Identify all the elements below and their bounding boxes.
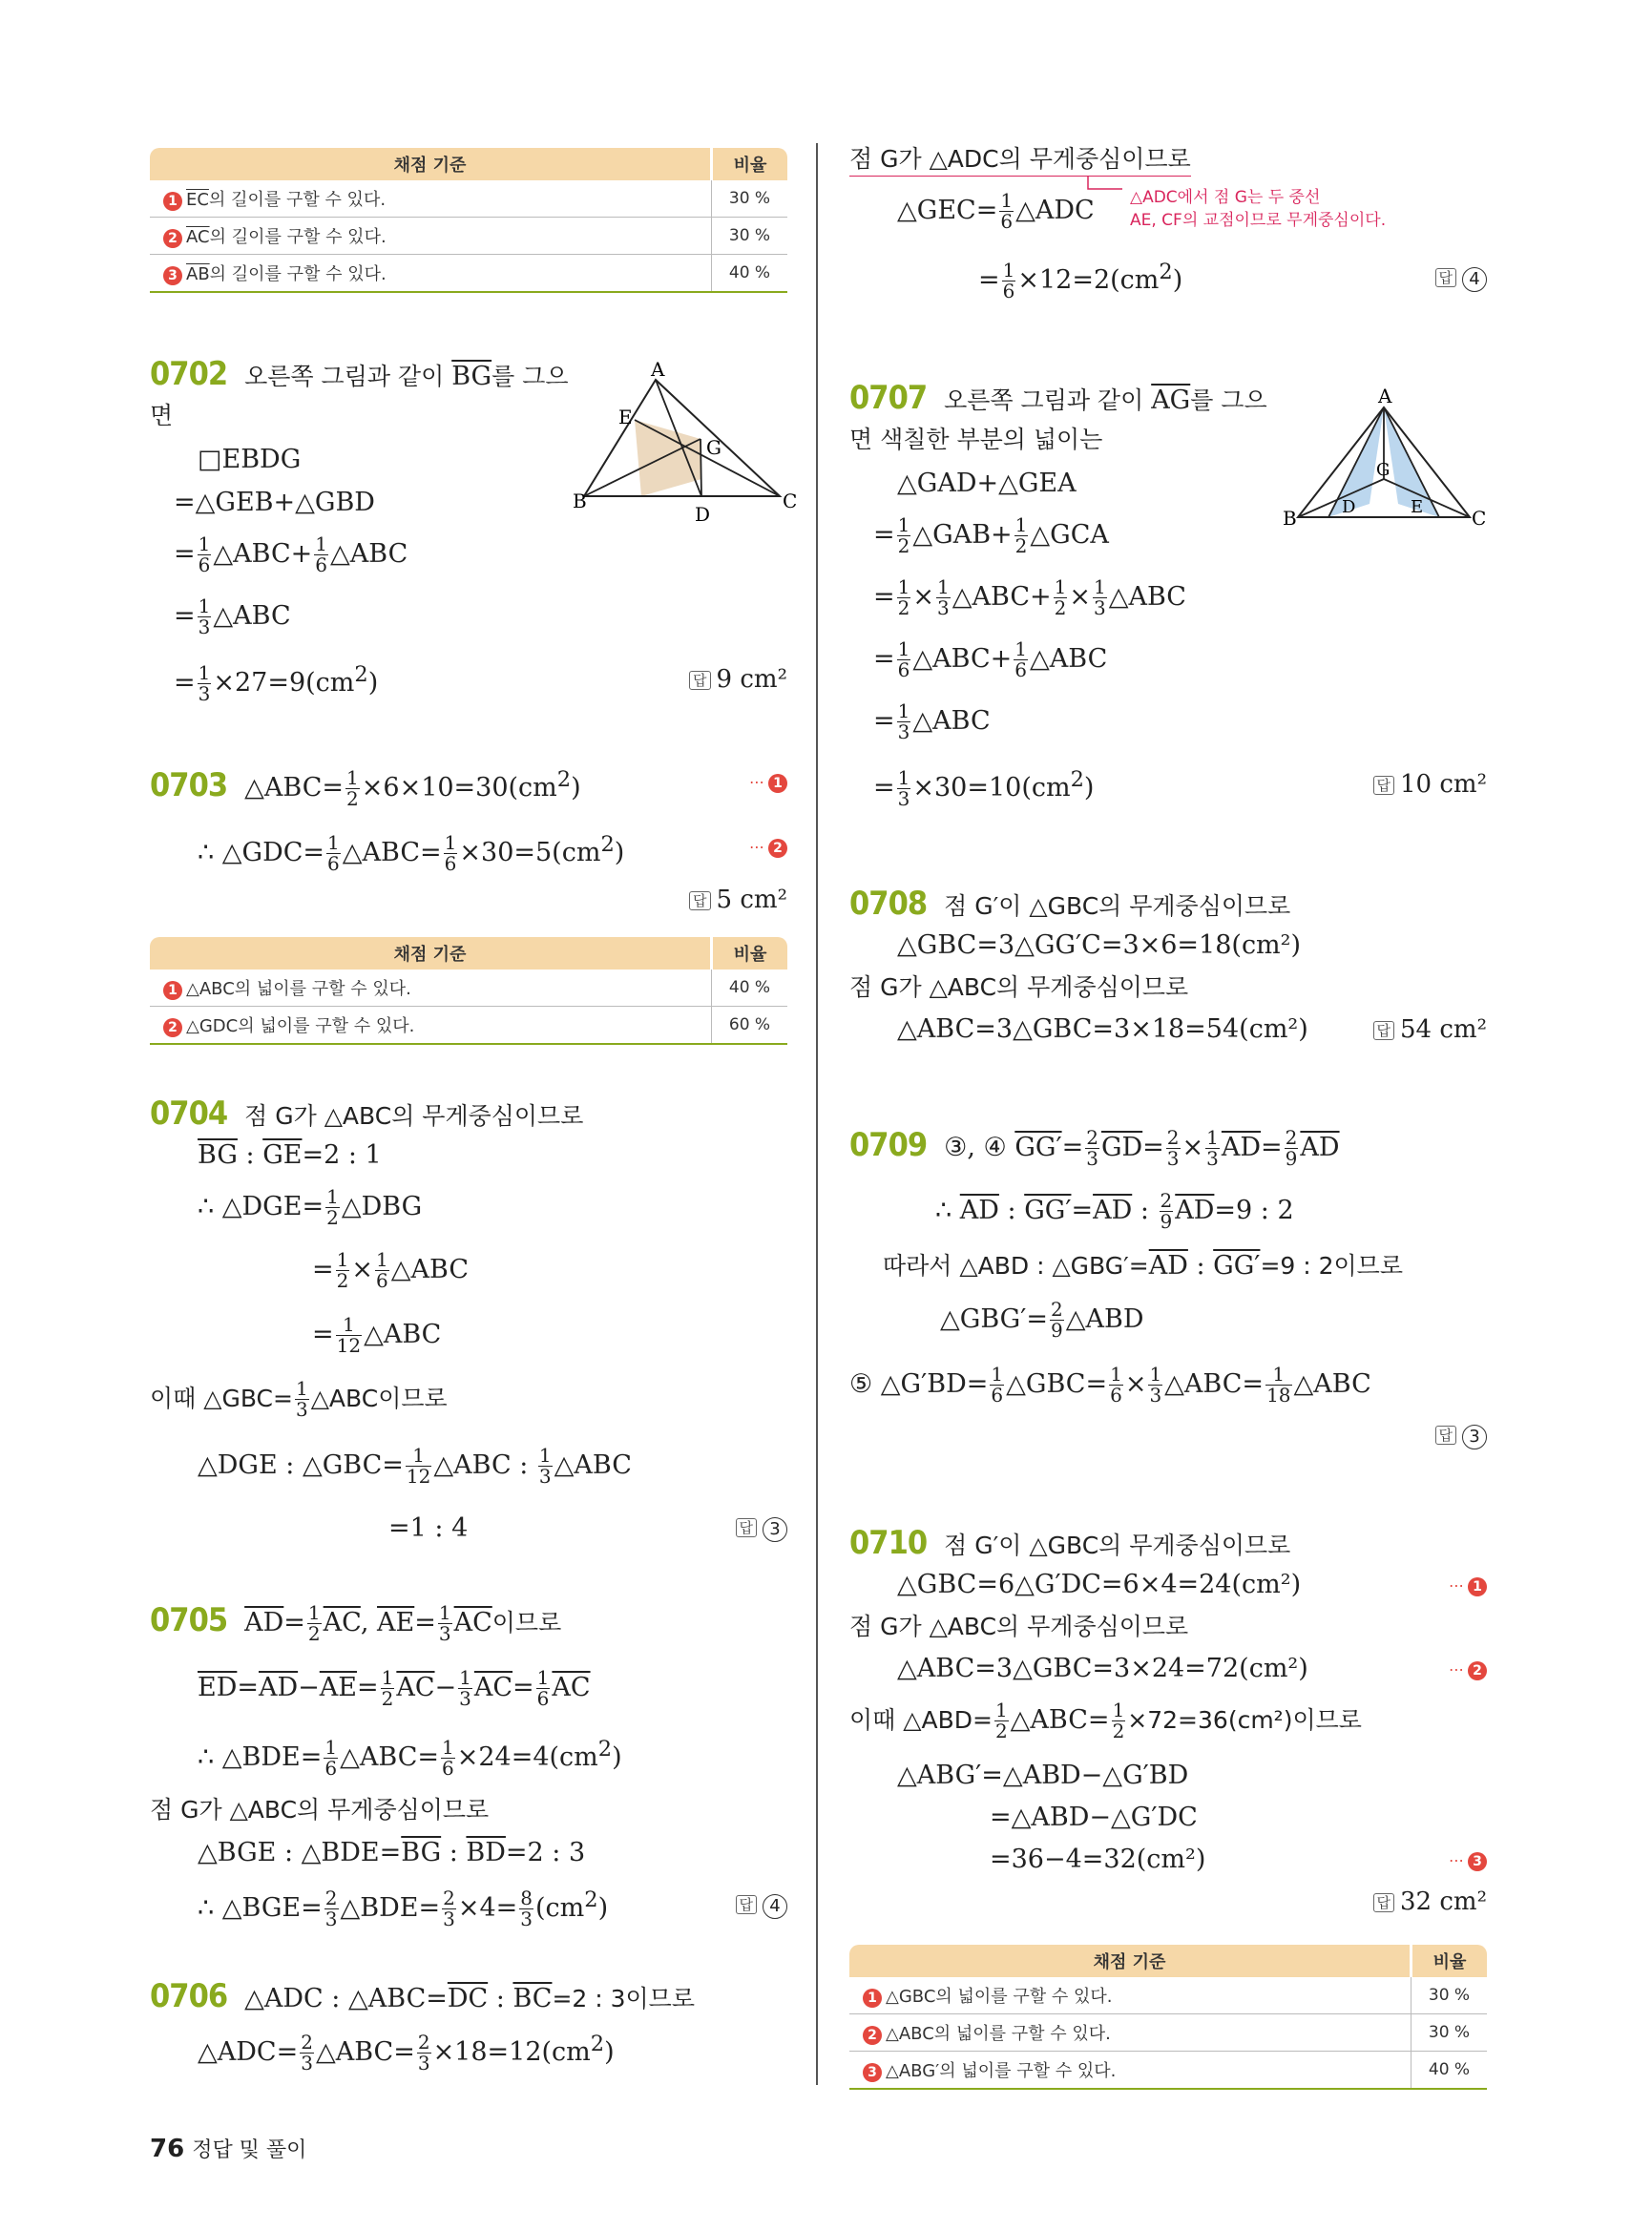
score-table-3: 채점 기준 비율 1 △GBC의 넓이를 구할 수 있다. 30 % 2 △ABC의 넓이를 구할 수 있다. 30 % 3 △ABG′의 넓이를 구할 수 있다. 40 % [849, 1945, 1487, 2090]
answer-0708: 답 54 cm² [1373, 1015, 1488, 1044]
page-number: 76 [150, 2135, 185, 2163]
svg-text:C: C [1472, 507, 1487, 530]
svg-text:E: E [1411, 497, 1424, 517]
svg-text:E: E [618, 406, 633, 428]
svg-text:A: A [1378, 385, 1392, 407]
svg-text:B: B [573, 490, 587, 512]
answer-0707: 답 10 cm² [1373, 770, 1488, 799]
answer-0705: 답 4 [736, 1889, 788, 1919]
answer-0702: 답 9 cm² [689, 665, 787, 694]
svg-text:G: G [706, 436, 721, 459]
page-footer [150, 2134, 306, 2163]
table-row: 1 $\overline{EC}$의 길이를 구할 수 있다. 30 % [150, 180, 787, 218]
triangle-figure-0707 [1283, 384, 1489, 536]
answer-0704: 답 3 [736, 1512, 788, 1542]
svg-text:D: D [695, 503, 711, 526]
answer-0709: 답 3 [1435, 1420, 1488, 1449]
table-row: 2 △ABC의 넓이를 구할 수 있다. 30 % [849, 2014, 1487, 2052]
table-row: 1 △ABC의 넓이를 구할 수 있다. 40 % [150, 970, 787, 1007]
table-row: 2 $\overline{AC}$의 길이를 구할 수 있다. 30 % [150, 218, 787, 255]
answer-0710: 답 32 cm² [1373, 1887, 1488, 1916]
answer-0706: 답 4 [1435, 262, 1488, 292]
svg-text:D: D [1342, 497, 1356, 517]
table-row: 3 △ABG′의 넓이를 구할 수 있다. 40 % [849, 2052, 1487, 2090]
section-label: 정답 및 풀이 [192, 2138, 307, 2162]
score-table-1: 채점 기준 비율 1 $\overline{EC}$의 길이를 구할 수 있다. 30 % 2 $\overline{AC}$의 길이를 구할 수 있다. 30 % 3 $\overline{AB}$의 길이를 구할 수 있다. 40 % [150, 148, 787, 293]
svg-text:G: G [1376, 460, 1391, 480]
table-row: 2 △GDC의 넓이를 구할 수 있다. 60 % [150, 1007, 787, 1045]
column-divider [816, 143, 818, 2085]
table-row: 3 $\overline{AB}$의 길이를 구할 수 있다. 40 % [150, 255, 787, 293]
svg-text:A: A [651, 358, 665, 381]
triangle-figure-0702 [573, 358, 798, 530]
table-row: 1 △GBC의 넓이를 구할 수 있다. 30 % [849, 1977, 1487, 2014]
score-table-2: 채점 기준 비율 1 △ABC의 넓이를 구할 수 있다. 40 % 2 △GDC의 넓이를 구할 수 있다. 60 % [150, 937, 787, 1045]
svg-text:C: C [783, 490, 798, 512]
svg-text:B: B [1283, 507, 1297, 530]
answer-0703: 답 5 cm² [689, 886, 787, 914]
